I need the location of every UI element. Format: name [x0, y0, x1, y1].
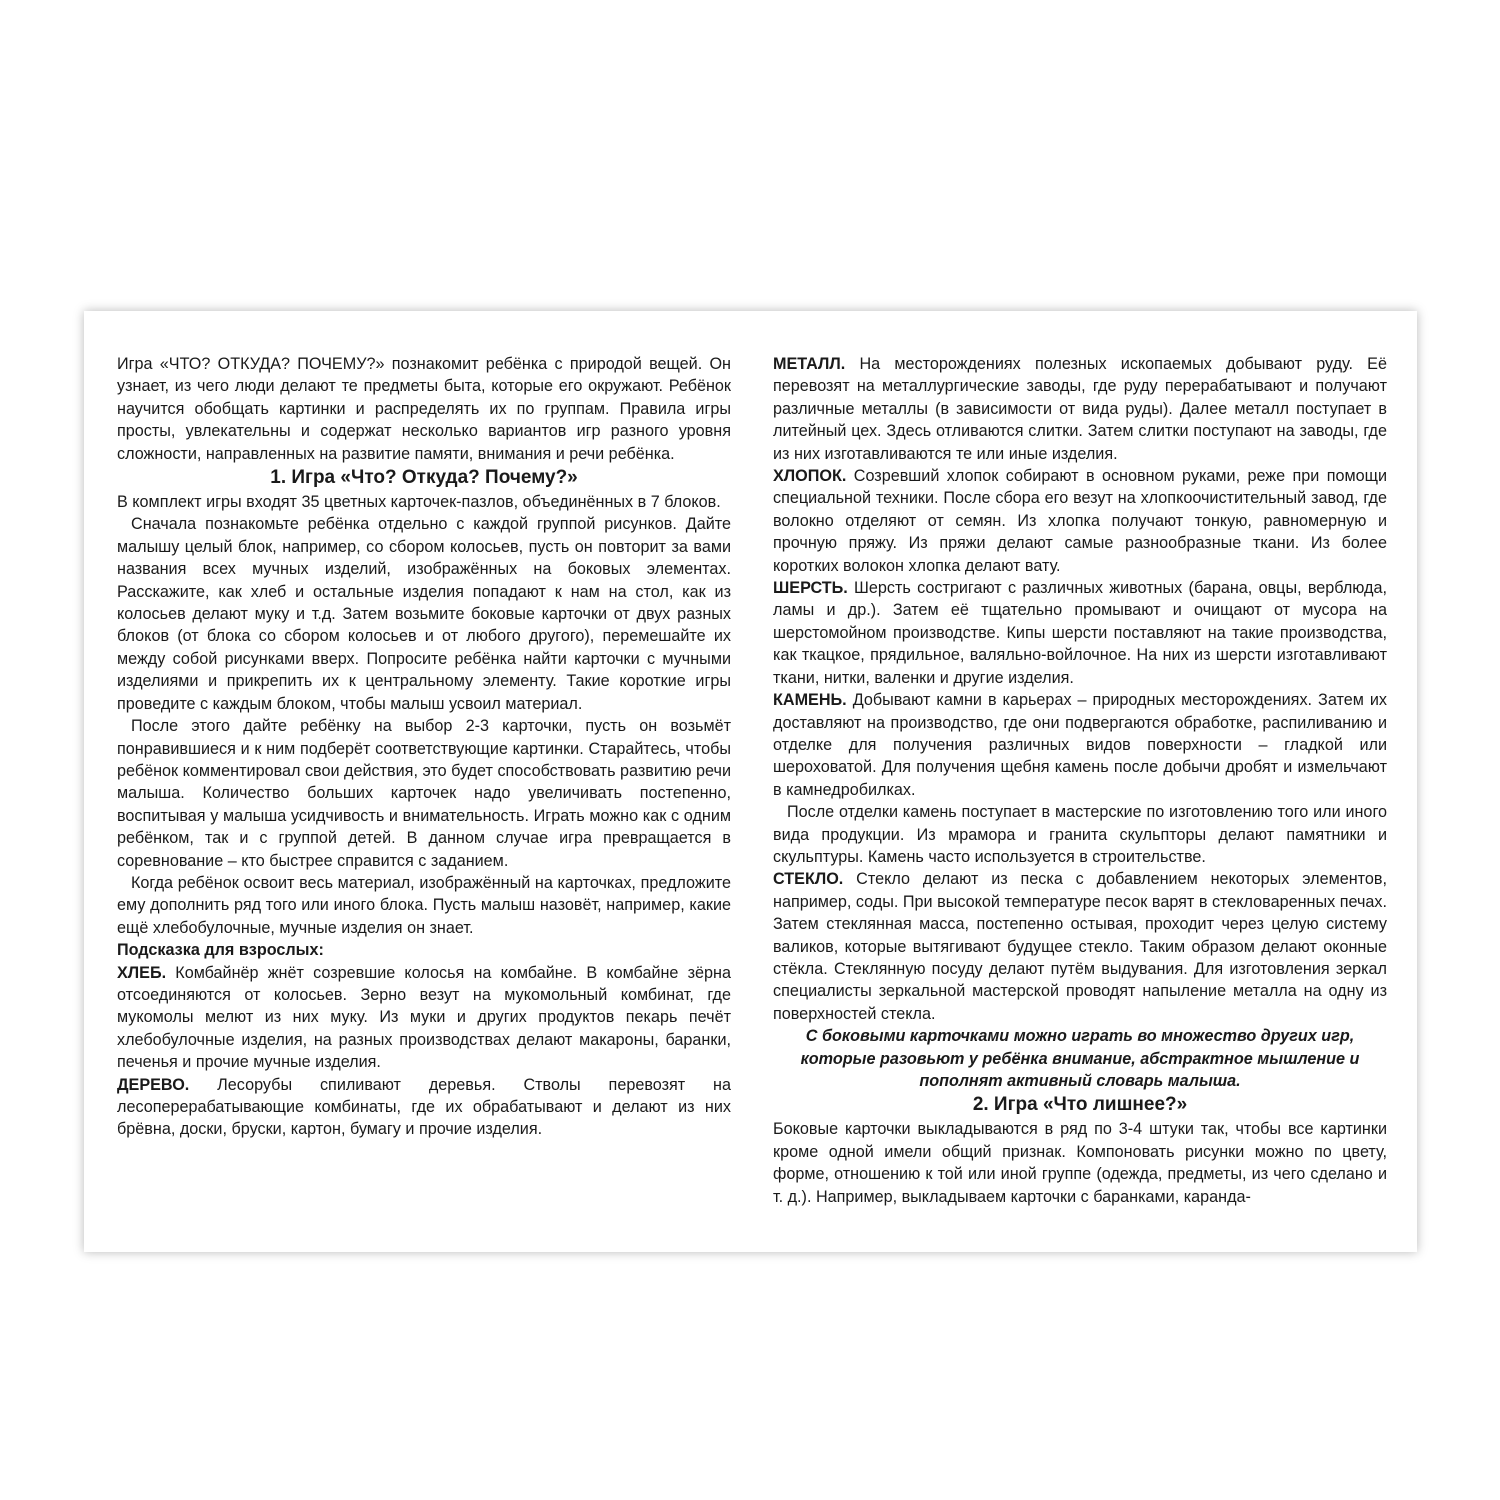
glass-paragraph — [773, 868, 1387, 1025]
intro-paragraph: Игра «ЧТО? ОТКУДА? ПОЧЕМУ?» познакомит ребёнка с природой вещей. Он узнает, из чего люди делают те предметы быта, которые его окружают. Ребёнок научится обобщать картинки и распределять их по группам. Правила игры просты, увлекательны и содержат несколько вариантов игр разного уровня сложности, направленных на развитие памяти, внимания и речи ребёнка. — [117, 355, 731, 463]
bread-paragraph — [117, 962, 731, 1074]
game-2-paragraph: Боковые карточки выкладываются в ряд по 3-4 штуки так, чтобы все картинки кроме одной имели общий признак. Компоновать рисунки можно по цвету, форме, отношению к той или иной группе (одежда, предметы, из чего сделано и т. д.). Например, выкладываем карточки с баранками, каранда- — [773, 1120, 1387, 1206]
stone-text: Добывают камни в карьерах – природных месторождениях. Затем их доставляют на производство, где они подвергаются обработке, распиливанию и отделке для получения различных видов поверхности – гладкой или шероховатой. Для получения щебня камень после добычи дробят и измельчают в камнедробилках. — [773, 691, 1387, 799]
metal-label: МЕТАЛЛ. — [773, 355, 846, 373]
wool-text: Шерсть состригают с различных животных (барана, овцы, верблюда, ламы и др.). Затем её тщательно промывают и очищают от мусора на шерстомойном производстве. Кипы шерсти поставляют на такие производства, как ткацкое, прядильное, валяльно-войлочное. На них из шерсти изготавливают ткани, нитки, валенки и другие изделия. — [773, 579, 1387, 687]
cotton-label: ХЛОПОК. — [773, 467, 847, 486]
left-column — [117, 353, 731, 1141]
metal-text: На месторождениях полезных ископаемых добывают руду. Её перевозят на металлургические заводы, где руду перерабатывают и получают различные металлы (в зависимости от вида руды). Далее металл поступает в литейный цех. Здесь отливаются слитки. Затем слитки поступают на заводы, где из них изготавливаются те или иные изделия. — [773, 355, 1387, 463]
instruction-sheet — [84, 311, 1417, 1252]
wood-text: Лесорубы спиливают деревья. Стволы перевозят на лесоперерабатывающие комбинаты, где их обрабатывают и делают из них брёвна, доски, бруски, картон, бумагу и прочие изделия. — [117, 1075, 731, 1139]
game-2-heading: 2. Игра «Что лишнее?» — [972, 1094, 1188, 1116]
bread-label: ХЛЕБ. — [117, 963, 167, 982]
wood-label: ДЕРЕВО. — [117, 1075, 190, 1094]
glass-text: Стекло делают из песка с добавлением некоторых элементов, например, соды. При высокой температуре песок варят в стекловаренных печах. Затем стеклянная масса, постепенно остывая, проходит через целую систему валиков, которые вытягивают будущее стекло. Таким образом делают оконные стёкла. Стеклянную посуду делают путём выдувания. Для изготовления зеркал специалисты зеркальной мастерской проводят напыление металла на одну из поверхностей стекла. — [773, 870, 1387, 1023]
stone-paragraph-2: После отделки камень поступает в мастерские по изготовлению того или иного вида продукции. Из мрамора и гранита скульпторы делают памятники и скульптуры. Камень часто используется в строительстве. — [773, 803, 1387, 866]
game-1-heading: 1. Игра «Что? Откуда? Почему?» — [270, 467, 578, 489]
stone-label: КАМЕНЬ. — [773, 691, 847, 710]
emphasis-paragraph: С боковыми карточками можно играть во множество других игр, которые разовьют у ребёнка внимание, абстрактное мышление и пополнят активный словарь малыша. — [800, 1027, 1360, 1090]
wool-label: ШЕРСТЬ. — [773, 579, 848, 598]
wool-paragraph — [773, 577, 1387, 689]
stone-paragraph — [773, 689, 1387, 801]
rules-paragraph-1: Сначала познакомьте ребёнка отдельно с каждой группой рисунков. Дайте малышу целый блок, например, со сбором колосьев, пусть он повторит за вами названия всех мучных изделий, изображённых на боковых элементах. Расскажите, как хлеб и остальные изделия попадают к нам на стол, как из колосьев делают муку и т.д. Затем возьмите боковые карточки от двух разных блоков (от блока со сбором колосьев и от любого другого), перемешайте их между собой рисунками вверх. Попросите ребёнка найти карточки с мучными изделиями и прикрепить их к центральному элементу. Такие короткие игры проведите с каждым блоком, чтобы малыш усвоил материал. — [117, 515, 731, 713]
cotton-paragraph — [773, 465, 1387, 577]
rules-paragraph-2: После этого дайте ребёнку на выбор 2-3 карточки, пусть он возьмёт понравившиеся и к ним подберёт соответствующие картинки. Старайтесь, чтобы ребёнок комментировал свои действия, это будет способствовать развитию речи малыша. Количество больших карточек надо увеличивать постепенно, воспитывая у малыша усидчивость и внимательность. Играть можно как с одним ребёнком, так и с группой детей. В данном случае игра превращается в соревнование – кто быстрее справится с заданием. — [117, 717, 731, 870]
rules-paragraph-3: Когда ребёнок освоит весь материал, изображённый на карточках, предложите ему дополнить ряд того или иного блока. Пусть малыш назовёт, например, какие ещё хлебобулочные, мучные изделия он знает. — [117, 873, 731, 937]
bread-text: Комбайнёр жнёт созревшие колосья на комбайне. В комбайне зёрна отсоединяются от колосьев. Зерно везут на мукомольный комбинат, где мукомолы мелют из них муку. Из муки и других продуктов пекарь печёт хлебобулочные изделия, на разных производствах делают макароны, баранки, печенья и прочие мучные изделия. — [117, 963, 731, 1072]
metal-paragraph — [773, 353, 1387, 465]
hint-title: Подсказка для взрослых: — [117, 941, 324, 960]
wood-paragraph — [117, 1074, 731, 1141]
kit-paragraph: В комплект игры входят 35 цветных карточек-пазлов, объединённых в 7 блоков. — [117, 493, 721, 512]
glass-label: СТЕКЛО. — [773, 870, 844, 889]
right-column — [773, 353, 1387, 1208]
cotton-text: Созревший хлопок собирают в основном руками, реже при помощи специальной техники. После сбора его везут на хлопкоочистительный завод, где волокно отделяют от семян. Из хлопка получают тонкую, равномерную и прочную пряжу. Из пряжи делают самые разнообразные ткани. Из более коротких волокон хлопка делают вату. — [773, 467, 1387, 575]
